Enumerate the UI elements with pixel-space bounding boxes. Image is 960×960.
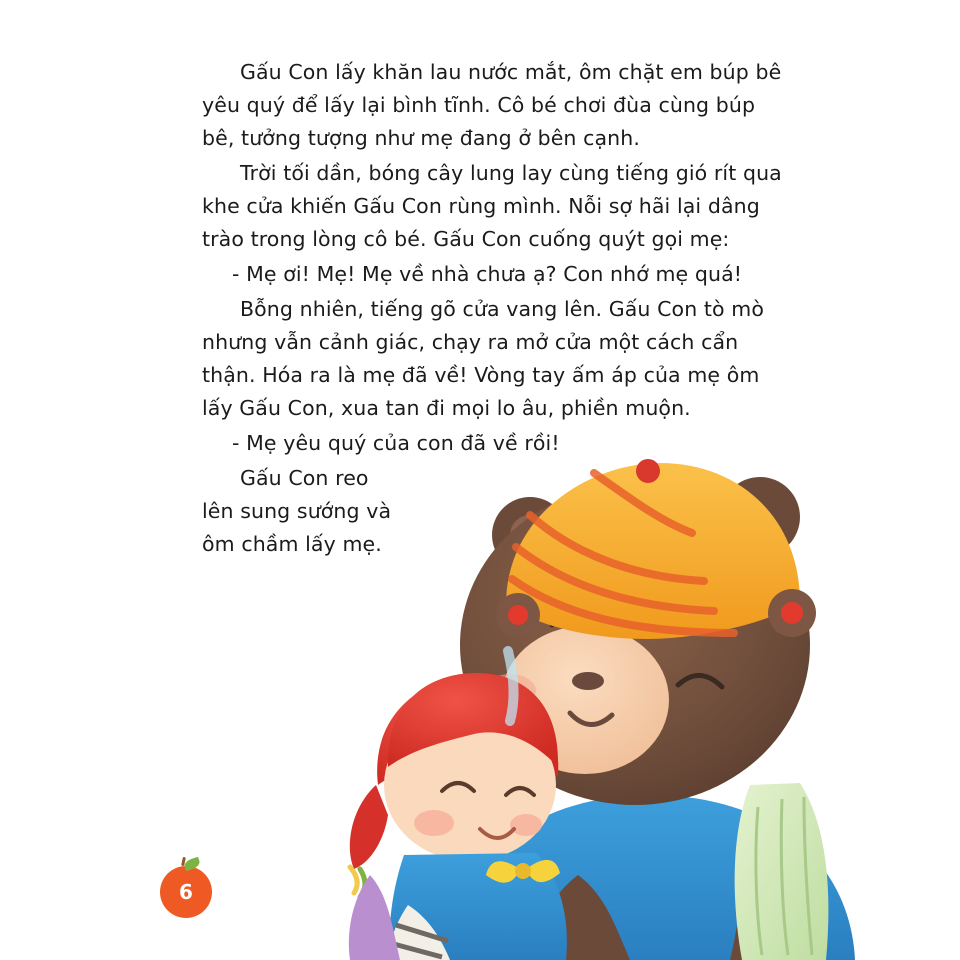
story-paragraph: Bỗng nhiên, tiếng gõ cửa vang lên. Gấu Con tò mò nhưng vẫn cảnh giác, chạy ra mở cửa một cách cẩn thận. Hóa ra là mẹ đã về! Vòng tay ấm áp của mẹ ôm lấy Gấu Con, xua tan đi mọi lo âu, phiền muộn.	[202, 297, 765, 420]
page-number-badge	[160, 866, 212, 918]
story-paragraph: Trời tối dần, bóng cây lung lay cùng tiếng gió rít qua khe cửa khiến Gấu Con rùng mình. Nỗi sợ hãi lại dâng trào trong lòng cô bé. Gấu Con cuống quýt gọi mẹ:	[202, 161, 782, 251]
page-number: 6	[179, 880, 193, 904]
story-dialogue-line: - Mẹ yêu quý của con đã về rồi!	[232, 431, 560, 455]
girl-character	[349, 673, 567, 960]
story-dialogue-line: - Mẹ ơi! Mẹ! Mẹ về nhà chưa ạ? Con nhớ mẹ quá!	[232, 262, 743, 286]
story-paragraph: Gấu Con lấy khăn lau nước mắt, ôm chặt em búp bê yêu quý để lấy lại bình tĩnh. Cô bé chơi đùa cùng búp bê, tưởng tượng như mẹ đang ở bên cạnh.	[202, 60, 782, 150]
towel	[735, 783, 829, 960]
story-paragraph: Gấu Con reo lên sung sướng và ôm chầm lấy mẹ.	[202, 466, 392, 556]
bear-and-girl-illustration	[330, 455, 960, 960]
